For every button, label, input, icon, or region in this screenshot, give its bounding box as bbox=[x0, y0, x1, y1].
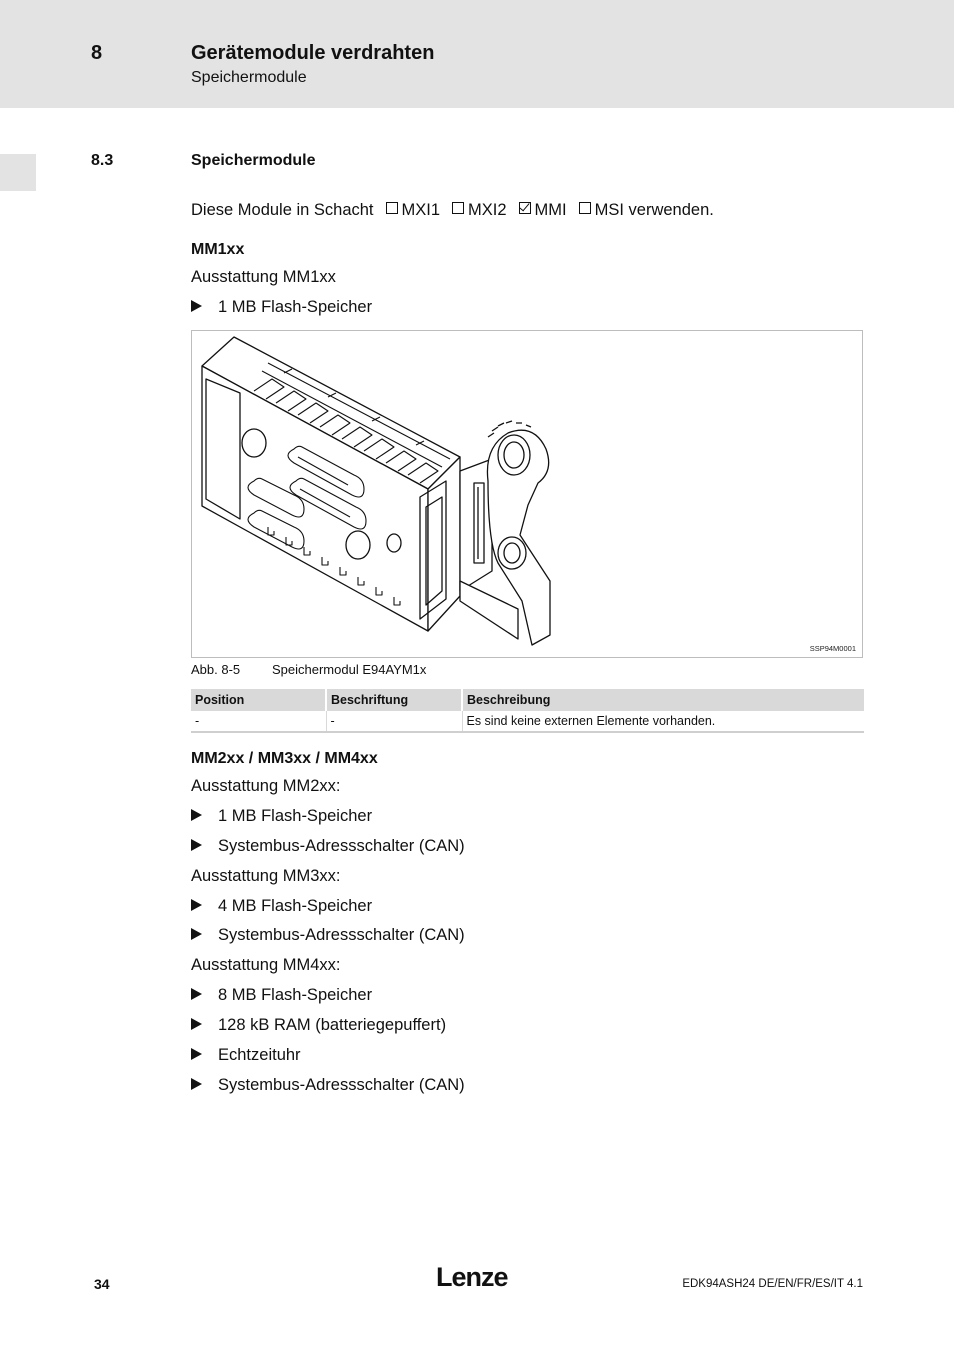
bullet-arrow-icon bbox=[191, 899, 202, 911]
figure-caption-text: Speichermodul E94AYM1x bbox=[272, 662, 427, 677]
figure-caption-label: Abb. 8-5 bbox=[191, 662, 241, 677]
list-item: 1 MB Flash-Speicher bbox=[191, 807, 372, 826]
bullet-arrow-icon bbox=[191, 928, 202, 940]
slot-option-label: MMI bbox=[534, 201, 567, 219]
slot-option-label: MXI1 bbox=[401, 201, 441, 219]
bullet-arrow-icon bbox=[191, 1078, 202, 1090]
list-item: Systembus-Adressschalter (CAN) bbox=[191, 926, 465, 945]
memory-module-illustration bbox=[192, 331, 862, 657]
header-band bbox=[0, 0, 954, 108]
side-tab-marker bbox=[0, 154, 36, 191]
table-cell: Es sind keine externen Elemente vorhanden. bbox=[462, 711, 864, 732]
section-number: 8.3 bbox=[91, 152, 114, 169]
list-item: 4 MB Flash-Speicher bbox=[191, 897, 372, 916]
info-table bbox=[191, 689, 864, 733]
chapter-subtitle: Speichermodule bbox=[191, 69, 307, 86]
slot-option-label: MXI2 bbox=[468, 201, 507, 219]
bullet-arrow-icon bbox=[191, 300, 202, 312]
checkbox-mxi2 bbox=[452, 202, 464, 214]
table-cell: - bbox=[326, 711, 462, 732]
list-item: 128 kB RAM (batteriegepuffert) bbox=[191, 1016, 446, 1035]
table-header-row bbox=[191, 689, 864, 711]
mm2-equipment-label: Ausstattung MM2xx: bbox=[191, 777, 341, 795]
slot-prefix: Diese Module in Schacht bbox=[191, 201, 374, 219]
table-header: Beschreibung bbox=[462, 689, 864, 711]
checkbox-mmi-checked bbox=[519, 202, 531, 214]
table-header: Position bbox=[191, 689, 326, 711]
bullet-arrow-icon bbox=[191, 809, 202, 821]
list-item: Systembus-Adressschalter (CAN) bbox=[191, 1076, 465, 1095]
slot-selection-line bbox=[191, 201, 714, 220]
chapter-number: 8 bbox=[91, 42, 103, 64]
bullet-arrow-icon bbox=[191, 1018, 202, 1030]
list-item: Systembus-Adressschalter (CAN) bbox=[191, 837, 465, 856]
checkbox-msi bbox=[579, 202, 591, 214]
section-title: Speichermodule bbox=[191, 152, 316, 169]
list-item: 1 MB Flash-Speicher bbox=[191, 298, 372, 317]
figure-code: SSP94M0001 bbox=[809, 644, 856, 653]
figure-memory-module bbox=[191, 330, 863, 658]
table-header: Beschriftung bbox=[326, 689, 462, 711]
bullet-arrow-icon bbox=[191, 988, 202, 1000]
table-cell: - bbox=[191, 711, 326, 732]
lenze-logo: Lenze bbox=[436, 1262, 508, 1292]
list-item: 8 MB Flash-Speicher bbox=[191, 986, 372, 1005]
mm1-heading: MM1xx bbox=[191, 241, 245, 258]
table-row bbox=[191, 711, 864, 732]
document-id: EDK94ASH24 DE/EN/FR/ES/IT 4.1 bbox=[682, 1278, 863, 1290]
bullet-arrow-icon bbox=[191, 1048, 202, 1060]
mm2-heading: MM2xx / MM3xx / MM4xx bbox=[191, 750, 378, 767]
mm1-equipment-label: Ausstattung MM1xx bbox=[191, 268, 336, 286]
slot-option-label: MSI verwenden. bbox=[594, 201, 714, 219]
bullet-arrow-icon bbox=[191, 839, 202, 851]
chapter-title: Gerätemodule verdrahten bbox=[191, 42, 435, 64]
list-item: Echtzeituhr bbox=[191, 1046, 301, 1065]
checkbox-mxi1 bbox=[386, 202, 398, 214]
mm3-equipment-label: Ausstattung MM3xx: bbox=[191, 867, 341, 885]
mm4-equipment-label: Ausstattung MM4xx: bbox=[191, 956, 341, 974]
page-number: 34 bbox=[94, 1276, 110, 1292]
